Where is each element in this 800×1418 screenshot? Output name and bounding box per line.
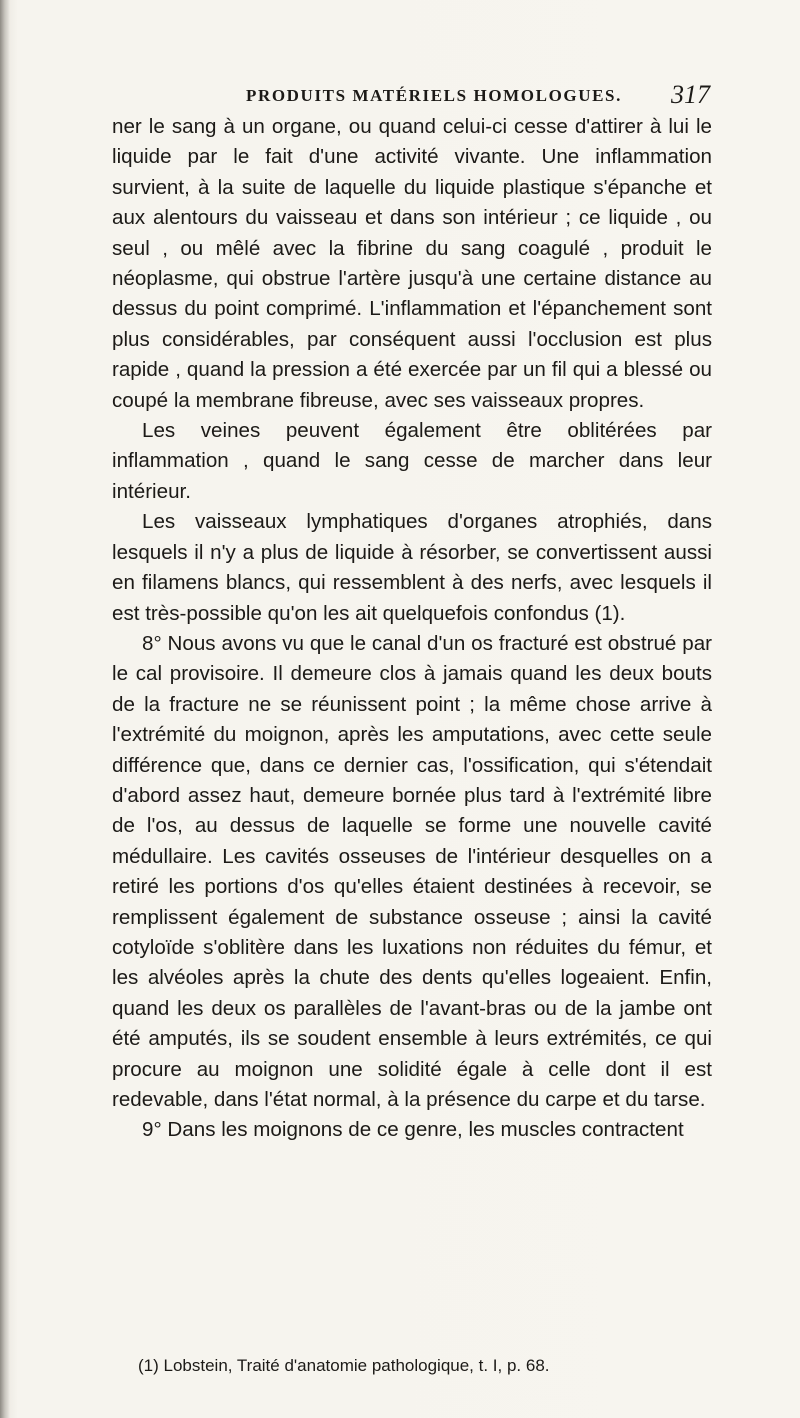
page-number: 317	[671, 80, 710, 109]
page-header	[112, 80, 710, 112]
footnote: (1) Lobstein, Traité d'anatomie pathologique, t. I, p. 68.	[138, 1356, 550, 1375]
body-text	[112, 112, 712, 1146]
paragraph-2: Les veines peuvent également être oblitérées par inflammation , quand le sang cesse de marcher dans leur intérieur.	[112, 419, 712, 503]
paragraph-5: 9° Dans les moignons de ce genre, les muscles contractent	[142, 1118, 684, 1142]
running-head: PRODUITS MATÉRIELS HOMOLOGUES.	[246, 86, 622, 105]
page-binding-edge	[0, 0, 10, 1418]
paragraph-4: 8° Nous avons vu que le canal d'un os fracturé est obstrué par le cal provisoire. Il demeure clos à jamais quand les deux bouts de la fracture ne se réunissent point ; la même chose arrive à l'extrémité du moignon, après les amputations, avec cette seule différence que, dans ce dernier cas, l'ossification, qui s'étendait d'abord assez haut, demeure bornée plus tard à l'extrémité libre de l'os, au dessus de laquelle se forme une nouvelle cavité médullaire. Les cavités osseuses de l'intérieur desquelles on a retiré les portions d'os qu'elles étaient destinées à recevoir, se remplissent également de substance osseuse ; ainsi la cavité cotyloïde s'oblitère dans les luxations non réduites du fémur, et les alvéoles après la chute des dents qu'elles logeaient. Enfin, quand les deux os parallèles de l'avant-bras ou de la jambe ont été amputés, ils se soudent ensemble à leurs extrémités, ce qui procure au moignon une solidité égale à celle dont il est redevable, dans l'état normal, à la présence du carpe et du tarse.	[112, 631, 712, 1111]
paragraph-3: Les vaisseaux lymphatiques d'organes atrophiés, dans lesquels il n'y a plus de liquide à résorber, se convertissent aussi en filamens blancs, qui ressemblent à des nerfs, avec lesquels il est très-possible qu'on les ait quelquefois confondus (1).	[112, 510, 712, 625]
paragraph-1: ner le sang à un organe, ou quand celui-ci cesse d'attirer à lui le liquide par le fait d'une activité vivante. Une inflammation survient, à la suite de laquelle du liquide plastique s'épanche et aux alentours du vaisseau et dans son intérieur ; ce liquide , ou seul , ou mêlé avec la fibrine du sang coagulé , produit le néoplasme, qui obstrue l'artère jusqu'à une certaine distance au dessus du point comprimé. L'inflammation et l'épanchement sont plus considérables, par conséquent aussi l'occlusion est plus rapide , quand la pression a été exercée par un fil qui a blessé ou coupé la membrane fibreuse, avec ses vaisseaux propres.	[112, 115, 712, 412]
